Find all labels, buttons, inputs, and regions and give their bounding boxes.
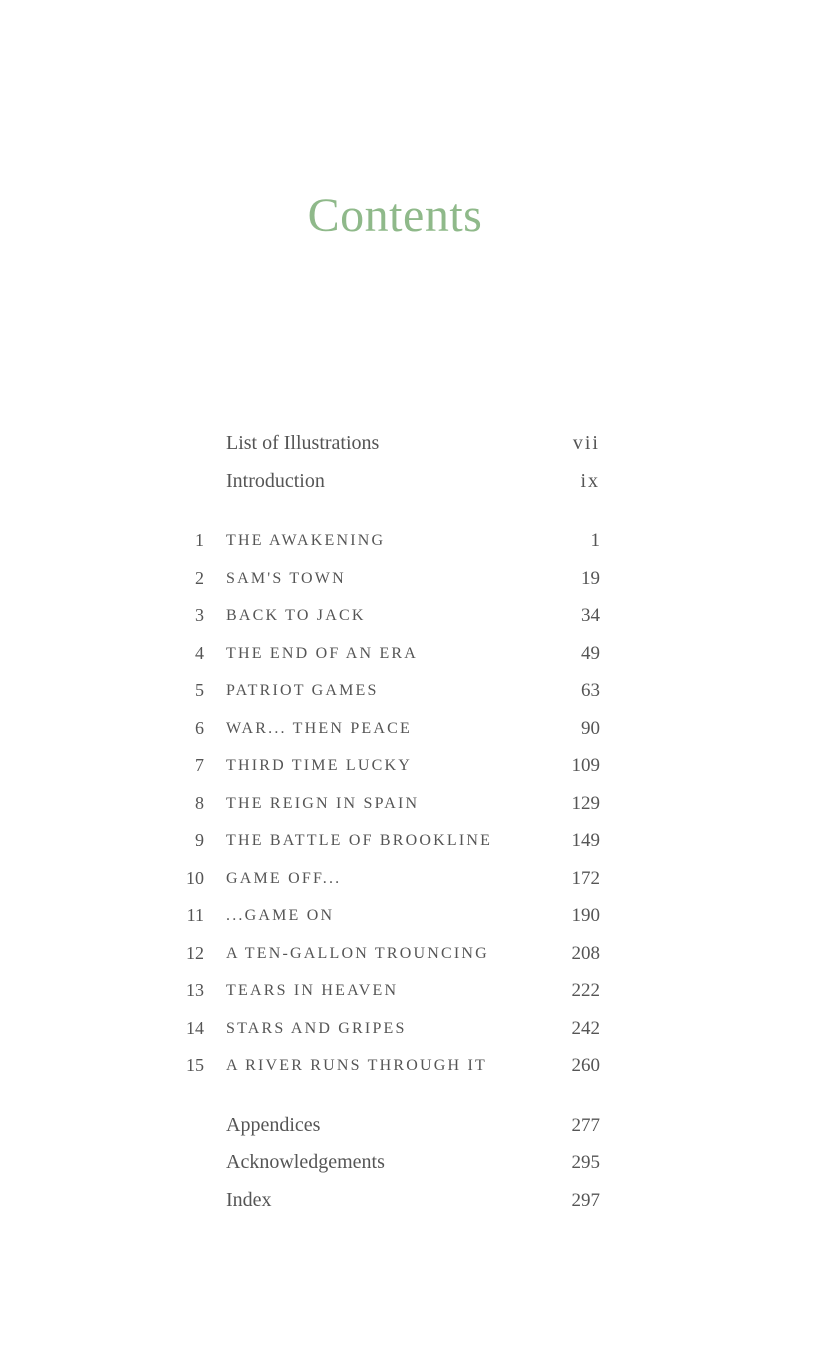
chapter-entry[interactable] [160,1047,610,1085]
chapter-entry[interactable] [160,522,610,560]
chapter-entry[interactable] [160,822,610,860]
spacer [160,500,610,522]
toc-entry-page: vii [572,432,600,454]
chapter-number: 2 [195,567,204,588]
chapter-entry[interactable] [160,785,610,823]
chapter-page: 208 [571,942,600,964]
chapter-page: 90 [581,717,600,739]
chapter-title: THE AWAKENING [226,532,386,549]
toc-entry-list-of-illustrations[interactable] [160,425,610,463]
chapter-entry[interactable] [160,1010,610,1048]
chapter-title: SAM'S TOWN [226,569,346,587]
chapter-entry[interactable] [160,597,610,635]
chapter-page: 34 [581,605,600,626]
chapter-entry[interactable] [160,672,610,710]
toc-entry-index[interactable] [160,1182,610,1220]
chapter-page: 242 [571,1017,600,1039]
chapter-title: STARS AND GRIPES [226,1019,407,1037]
chapter-entry[interactable] [160,747,610,785]
toc-entry-label: Acknowledgements [226,1151,385,1173]
chapter-page: 172 [571,867,600,889]
chapter-page: 19 [581,567,600,589]
chapter-number: 13 [186,980,204,1000]
chapter-number: 12 [186,942,204,963]
chapter-entry[interactable] [160,972,610,1010]
chapter-number: 3 [195,605,204,625]
page-title: Contents [307,189,483,242]
toc-entry-page: 297 [571,1189,600,1211]
chapter-entry[interactable] [160,560,610,598]
chapter-number: 8 [195,792,204,813]
chapter-title: WAR... THEN PEACE [226,719,412,737]
toc-entry-label: Index [226,1188,272,1211]
chapter-number: 1 [195,530,204,550]
toc-entry-acknowledgements[interactable] [160,1144,610,1182]
chapter-page: 63 [581,680,600,701]
toc-entry-introduction[interactable] [160,463,610,501]
chapter-entry[interactable] [160,935,610,973]
chapter-title: A RIVER RUNS THROUGH IT [226,1057,487,1074]
chapter-page: 190 [571,905,600,926]
toc-entry-page: 295 [571,1152,600,1173]
toc-entry-label: Appendices [226,1113,321,1136]
chapter-title: THE BATTLE OF BROOKLINE [226,832,493,849]
chapter-page: 49 [581,642,600,664]
chapter-title: TEARS IN HEAVEN [226,982,399,999]
toc-entry-label: Introduction [226,469,325,492]
chapter-number: 5 [195,680,204,700]
chapter-title: THIRD TIME LUCKY [226,757,413,774]
chapter-number: 6 [195,717,204,738]
chapter-number: 7 [195,755,204,775]
chapter-number: 10 [186,867,204,888]
chapter-title: THE END OF AN ERA [226,644,419,662]
chapter-page: 109 [571,755,600,776]
chapter-page: 149 [571,830,600,851]
chapter-title: PATRIOT GAMES [226,682,379,699]
chapter-entry[interactable] [160,897,610,935]
toc-entry-page: 277 [571,1114,600,1136]
chapter-title: ...GAME ON [226,907,335,924]
chapter-page: 222 [571,980,600,1001]
chapter-title: GAME OFF... [226,869,342,887]
chapter-entry[interactable] [160,635,610,673]
table-of-contents [160,425,610,1219]
chapter-number: 4 [195,642,204,663]
chapter-number: 11 [186,905,204,925]
chapter-title: THE REIGN IN SPAIN [226,794,420,812]
chapter-title: BACK TO JACK [226,607,366,624]
toc-entry-appendices[interactable] [160,1107,610,1145]
chapter-number: 14 [186,1017,204,1038]
spacer [160,1085,610,1107]
chapter-title: A TEN-GALLON TROUNCING [226,944,489,962]
toc-entry-label: List of Illustrations [226,432,380,454]
toc-entry-page: ix [580,469,600,492]
chapter-number: 15 [186,1055,204,1075]
chapter-entry[interactable] [160,710,610,748]
chapter-number: 9 [195,830,204,850]
chapter-page: 260 [571,1055,600,1076]
chapter-page: 1 [590,530,600,551]
chapter-page: 129 [571,792,600,814]
chapter-entry[interactable] [160,860,610,898]
